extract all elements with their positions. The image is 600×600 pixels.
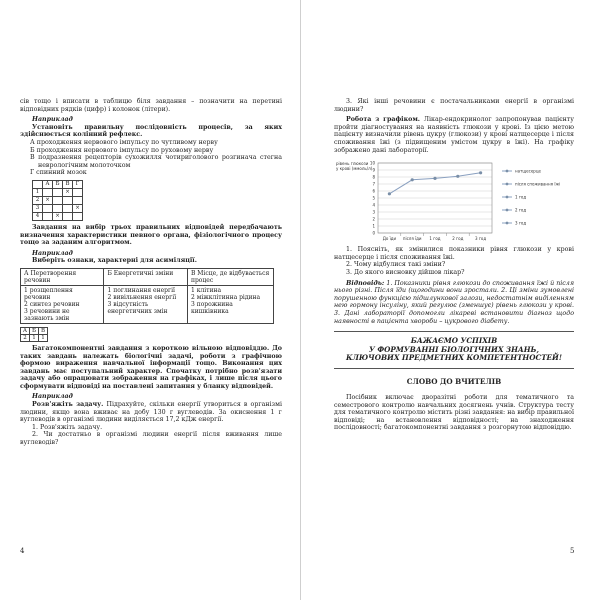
legend-label: 3 год xyxy=(515,220,527,226)
page-number-right: 5 xyxy=(570,547,575,555)
grid-cell: × xyxy=(43,196,53,204)
y-tick-label: 2 xyxy=(372,216,375,222)
grid-cell: 2 xyxy=(33,196,43,204)
question-1: 1. Розв'яжіть задачу. xyxy=(32,423,103,431)
table-cell-line: 1 клітина xyxy=(190,286,222,294)
grid-cell xyxy=(53,196,63,204)
teacher-heading: СЛОВО ДО ВЧИТЕЛІВ xyxy=(406,377,502,387)
intro-paragraph: сів тощо і вписати в таблицю біля завдання – позначити на перетині відповідних рядків (цифр) і колонок (літери). xyxy=(20,98,282,113)
legend-label: 1 год xyxy=(515,194,527,200)
grid-cell xyxy=(73,188,83,196)
grid-cell xyxy=(63,212,73,220)
grid-header: В xyxy=(63,180,73,188)
grid-cell xyxy=(63,204,73,212)
chart-question-2: 2. Чому відбулися такі зміни? xyxy=(346,261,446,269)
wish-line-2: У ФОРМУВАННІ БІОЛОГІЧНИХ ЗНАНЬ, xyxy=(369,344,539,354)
graph-task-text: Лікар-ендокринолог запропонував пацієнту пройти діагностування на наявність глюкози у крові. Із цією метою пацієнту визначили рівень цукру (глюкози) у крові натщесерце і після споживання їжі (з підвищеним умістом цукру в їжі). На графіку зображено дані лабораторії. xyxy=(334,116,574,154)
data-point xyxy=(433,177,436,180)
three-answers-paragraph xyxy=(20,224,282,247)
y-tick-label: 8 xyxy=(372,174,375,180)
option-b: Б проходження нервового імпульсу по руховому нерву xyxy=(30,146,214,154)
grid-cell xyxy=(53,204,63,212)
grid-header xyxy=(33,180,43,188)
y-tick-label: 0 xyxy=(372,230,375,236)
data-point xyxy=(388,192,391,195)
wish-line-3: КЛЮЧОВИХ ПРЕДМЕТНИХ КОМПЕТЕНТНОСТЕЙ! xyxy=(346,352,562,362)
grid-cell: 1 xyxy=(33,188,43,196)
wish-line-1: БАЖАЄМО УСПІХІВ xyxy=(410,336,498,346)
grid-cell xyxy=(43,212,53,220)
left-column xyxy=(20,98,282,447)
divider xyxy=(334,331,574,332)
y-tick-label: 7 xyxy=(372,181,375,187)
answer-header: Б xyxy=(30,327,39,334)
x-tick-label: До їди xyxy=(382,236,397,242)
y-tick-label: 6 xyxy=(372,188,375,194)
table-cell-line: 1 поглинання енергії xyxy=(107,286,175,294)
answer-text: 1. Показники рівня глюкози до споживання їжі й після нього різні. Після їди (щогодини вони зростали. 2. Ці зміни зумовлені порушенною функцією підшлункової залози, недостатнім виділенням нею гормону інсуліну, який регулює (зменшує) рівень глюкози у крові. 3. Дані лабораторії допомогли лікареві встановити діагноз щодо наявності в пацієнта хвороби – цукрового діабету. xyxy=(334,279,574,325)
y-tick-label: 3 xyxy=(372,209,375,215)
chart-question-3: 3. До якого висновку дійшов лікар? xyxy=(346,268,465,276)
answer-value: 1 xyxy=(30,334,39,341)
x-tick-label: 3 год xyxy=(475,236,487,242)
grid-cell: 3 xyxy=(33,204,43,212)
legend-marker xyxy=(506,209,509,212)
task-energy-text: Підрахуйте, скільки енергії утвориться в організмі людини, якщо вона вживає на добу 130 г вуглеводів. За окиснення 1 г вуглеводів в організмі людини виділяється 17,2 кДж енергії. xyxy=(20,401,282,424)
grid-header: Б xyxy=(53,180,63,188)
answer-value: 2 xyxy=(21,334,30,341)
divider xyxy=(334,368,574,369)
legend-marker xyxy=(506,196,509,199)
answer-label: Відповідь: xyxy=(346,279,385,287)
answer-grid xyxy=(32,180,83,221)
grid-cell: 4 xyxy=(33,212,43,220)
right-column xyxy=(334,98,574,432)
legend-label: натщесерце xyxy=(515,168,542,174)
grid-cell xyxy=(73,212,83,220)
legend-marker xyxy=(506,183,509,186)
task-energy-head: Розв'яжіть задачу. xyxy=(32,401,104,409)
three-answers-text: Завдання на вибір трьох правильних відповідей передбачають визначення характеристики певного органа, фізіологічного процесу тощо за заданим алгоритмом. xyxy=(20,223,282,247)
example-label: Наприклад xyxy=(32,393,73,401)
table-cell-line: 3 речовини не зазнають змін xyxy=(24,307,70,322)
grid-cell xyxy=(53,188,63,196)
legend-label: 2 год xyxy=(515,207,527,213)
y-axis-label: у крові (ммоль/л) xyxy=(336,166,373,172)
grid-cell xyxy=(43,188,53,196)
question-2: 2. Чи достатньо в організмі людини енергії після вживання лише вуглеводів? xyxy=(20,431,282,447)
answer-value: 1 xyxy=(39,334,48,341)
grid-cell: × xyxy=(73,204,83,212)
assimilation-table xyxy=(20,268,274,324)
grid-header: Г xyxy=(73,180,83,188)
page-number-left: 4 xyxy=(20,547,25,555)
table-cell-line: 2 вивільнення енергії xyxy=(107,293,177,301)
option-a: А проходження нервового імпульсу по чутливому нерву xyxy=(30,138,218,146)
grid-cell xyxy=(63,196,73,204)
y-tick-label: 4 xyxy=(372,202,375,208)
table-header: А Перетворення речовин xyxy=(21,268,104,285)
y-tick-label: 5 xyxy=(372,195,375,201)
y-tick-label: 9 xyxy=(372,167,375,173)
grid-header: А xyxy=(43,180,53,188)
x-tick-label: 1 год xyxy=(429,236,441,242)
legend-marker xyxy=(506,170,509,173)
table-cell-line: 3 порожнина кишківника xyxy=(190,300,233,315)
table-cell-line: 2 синтез речовин xyxy=(24,300,80,308)
data-point xyxy=(456,175,459,178)
grid-cell: × xyxy=(53,212,63,220)
table-header: Б Енергетичні зміни xyxy=(104,268,187,285)
table-cell xyxy=(187,285,273,323)
graph-task-head: Робота з графіком. xyxy=(346,116,420,124)
question-3: 3. Які інші речовини є постачальниками енергії в організмі людини? xyxy=(334,98,574,113)
table-cell-line: 2 міжклітинна рідина xyxy=(190,293,261,301)
answer-header: А xyxy=(21,327,30,334)
y-axis-label: рівень глюкози xyxy=(336,161,369,167)
x-tick-label: 2 год xyxy=(452,236,464,242)
example-label: Наприклад xyxy=(32,249,73,257)
graph-task xyxy=(334,116,574,154)
answer-row-table xyxy=(20,327,48,342)
x-tick-label: після їди xyxy=(402,236,422,242)
glucose-chart xyxy=(334,157,566,243)
data-point xyxy=(479,171,482,174)
table-header: В Місце, де відбувається процес xyxy=(187,268,273,285)
task-sequence: Установіть правильну послідовність процесів, за яких здійснюється колінний рефлекс. xyxy=(20,123,282,139)
answer-paragraph xyxy=(334,280,574,326)
y-tick-label: 10 xyxy=(369,160,375,166)
example-label: Наприклад xyxy=(32,116,73,124)
table-cell xyxy=(104,285,187,323)
option-c: В подразнення рецепторів сухожилля чотириголового розгинача стегна неврологічним молоточком xyxy=(30,154,282,169)
series-line xyxy=(389,173,480,194)
option-d: Г спинний мозок xyxy=(30,169,87,177)
data-point xyxy=(411,178,414,181)
answer-header: В xyxy=(39,327,48,334)
chart-question-1: 1. Поясніть, як змінилися показники рівня глюкози у крові натщесерце і після споживання їжі. xyxy=(334,246,574,261)
task-energy xyxy=(20,401,282,424)
legend-label: після споживання їжі xyxy=(515,181,561,187)
table-cell-line: 3 відсутність енергетичних змін xyxy=(107,300,168,315)
table-cell-line: 1 розщеплення речовин xyxy=(24,286,73,301)
legend-marker xyxy=(506,222,509,225)
task-assimilation: Виберіть ознаки, характерні для асиміляції. xyxy=(32,257,197,265)
table-cell xyxy=(21,285,104,323)
y-tick-label: 1 xyxy=(372,223,375,229)
grid-cell: × xyxy=(63,188,73,196)
teacher-paragraph: Посібник включає дворазітні роботи для тематичного та семестрового контролю навчальних досягнень учнів. Структура тесту для тематичного контролю містить різні завдання: на вибір правильної відповіді; на встановлення відповідності; на знаходження послідовності; багатокомпонентні завдання з розгорнутою відповіддю. xyxy=(334,393,574,432)
multi-component-paragraph: Багатокомпонентні завдання з короткою вільною відповіддю. До таких завдань належать біологічні задачі, роботи з графічною формою вираження навчальної інформації тощо. Виконання цих завдань має поступальний характер. Спочатку потрібно розв'язати задачу або опрацювати зображення на графіках, і лише після цього сформувати відповіді на поставлені запитання у бланку відповідей. xyxy=(20,344,282,390)
grid-cell xyxy=(73,196,83,204)
grid-cell xyxy=(43,204,53,212)
glucose-chart-svg xyxy=(334,157,566,243)
